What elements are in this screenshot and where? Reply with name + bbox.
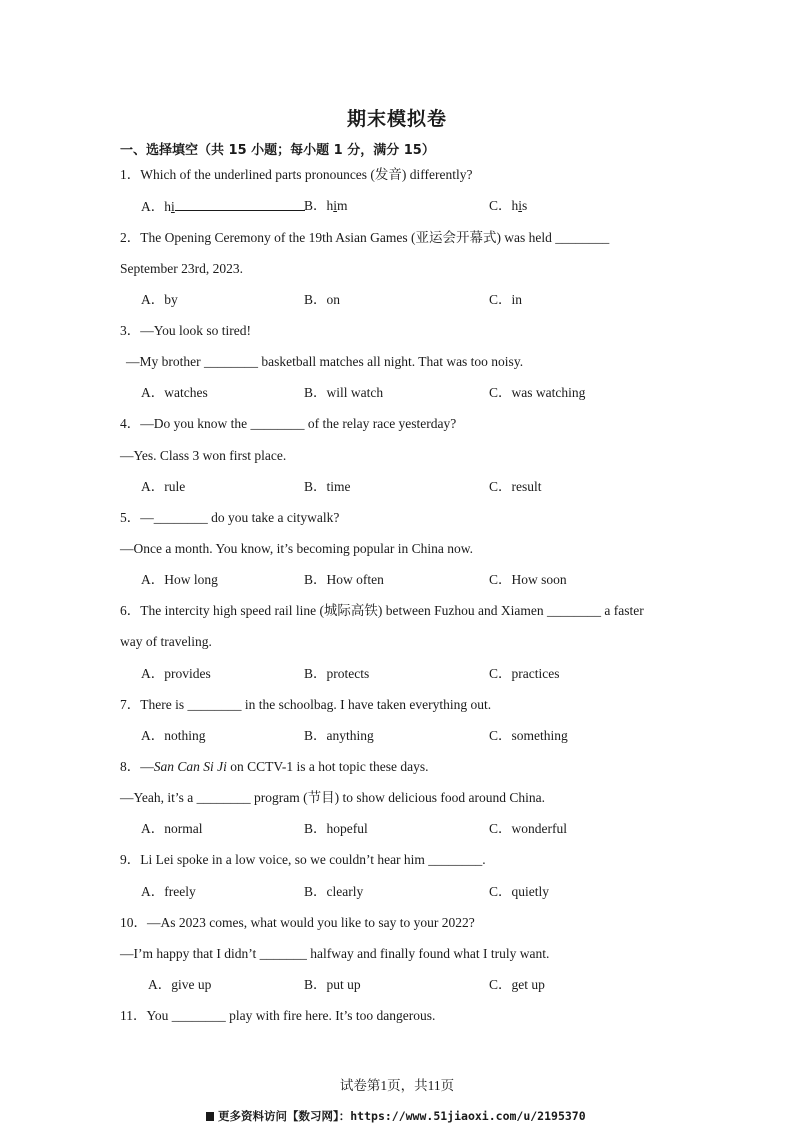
question-10-stem-line2: —I’m happy that I didn’t _______ halfway and finally found what I truly want. [120,946,550,961]
question-2-stem-line1: 2．The Opening Ceremony of the 19th Asian Games (亚运会开幕式) was held ________ [120,230,610,245]
banner-text: 更多资料访问【数习网】：https://www.51jiaoxi.com/u/2195370 [218,1109,586,1123]
question-5-stem-line2: —Once a month. You know, it’s becoming popular in China now. [120,541,473,556]
question-6-stem-line1: 6．The intercity high speed rail line (城际高铁) between Fuzhou and Xiamen ________ a faster [120,603,644,618]
question-2-option-b: B．on [304,292,341,307]
question-9-option-a: A．freely [141,884,196,899]
page-footer: 试卷第1页，共11页 [339,1078,455,1093]
question-7-option-c: C．something [489,728,568,743]
page-title: 期末模拟卷 [346,108,447,130]
question-2-option-a: A．by [141,292,178,307]
question-8-option-c: C．wonderful [489,821,567,836]
question-3-stem-line1: 3．—You look so tired! [120,323,252,338]
question-11-stem: 11．You ________ play with fire here. It’s too dangerous. [120,1008,436,1023]
question-6-option-a: A．provides [141,666,211,681]
question-4-option-c: C．result [489,479,542,494]
question-10-stem-line1: 10．—As 2023 comes, what would you like to say to your 2022? [120,915,475,930]
question-9-option-b: B．clearly [304,884,364,899]
question-1-option-a: A．hi [141,197,305,216]
question-4-stem-line2: —Yes. Class 3 won first place. [120,448,287,463]
resource-banner[interactable] [206,1108,586,1124]
question-10-option-b: B．put up [304,977,361,992]
question-10-option-a: A．give up [148,977,212,992]
question-3-stem-line2: —My brother ________ basketball matches all night. That was too noisy. [126,354,524,369]
question-7-option-b: B．anything [304,728,374,743]
question-2-option-c: C．in [489,292,523,307]
question-5-option-a: A．How long [141,572,218,587]
question-10-option-c: C．get up [489,977,545,992]
question-3-option-c: C．was watching [489,385,586,400]
question-1-stem: 1．Which of the underlined parts pronounces (发音) differently? [120,167,473,182]
question-8-option-a: A．normal [141,821,203,836]
question-9-option-c: C．quietly [489,884,549,899]
question-8-stem-line1: 8．—San Can Si Ji on CCTV-1 is a hot topic these days. [120,759,429,774]
question-5-option-c: C．How soon [489,572,567,587]
question-4-stem-line1: 4．—Do you know the ________ of the relay race yesterday? [120,416,457,431]
question-5-stem-line1: 5．—________ do you take a citywalk? [120,510,340,525]
question-1-option-c: C．his [489,198,528,213]
question-8-stem-line2: —Yeah, it’s a ________ program (节目) to show delicious food around China. [120,790,545,805]
question-4-option-a: A．rule [141,479,186,494]
question-9-stem: 9．Li Lei spoke in a low voice, so we couldn’t hear him ________. [120,852,486,867]
question-7-stem: 7．There is ________ in the schoolbag. I have taken everything out. [120,697,492,712]
question-5-option-b: B．How often [304,572,384,587]
question-6-option-c: C．practices [489,666,560,681]
question-2-stem-line2: September 23rd, 2023. [120,261,243,276]
question-6-stem-line2: way of traveling. [120,634,212,649]
question-6-option-b: B．protects [304,666,370,681]
question-3-option-b: B．will watch [304,385,384,400]
question-4-option-b: B．time [304,479,351,494]
flag-icon [206,1112,214,1121]
section-heading: 一、选择填空（共 15 小题；每小题 1 分，满分 15） [120,143,435,158]
question-1-option-b: B．him [304,198,348,213]
question-3-option-a: A．watches [141,385,208,400]
question-7-option-a: A．nothing [141,728,206,743]
question-8-option-b: B．hopeful [304,821,368,836]
